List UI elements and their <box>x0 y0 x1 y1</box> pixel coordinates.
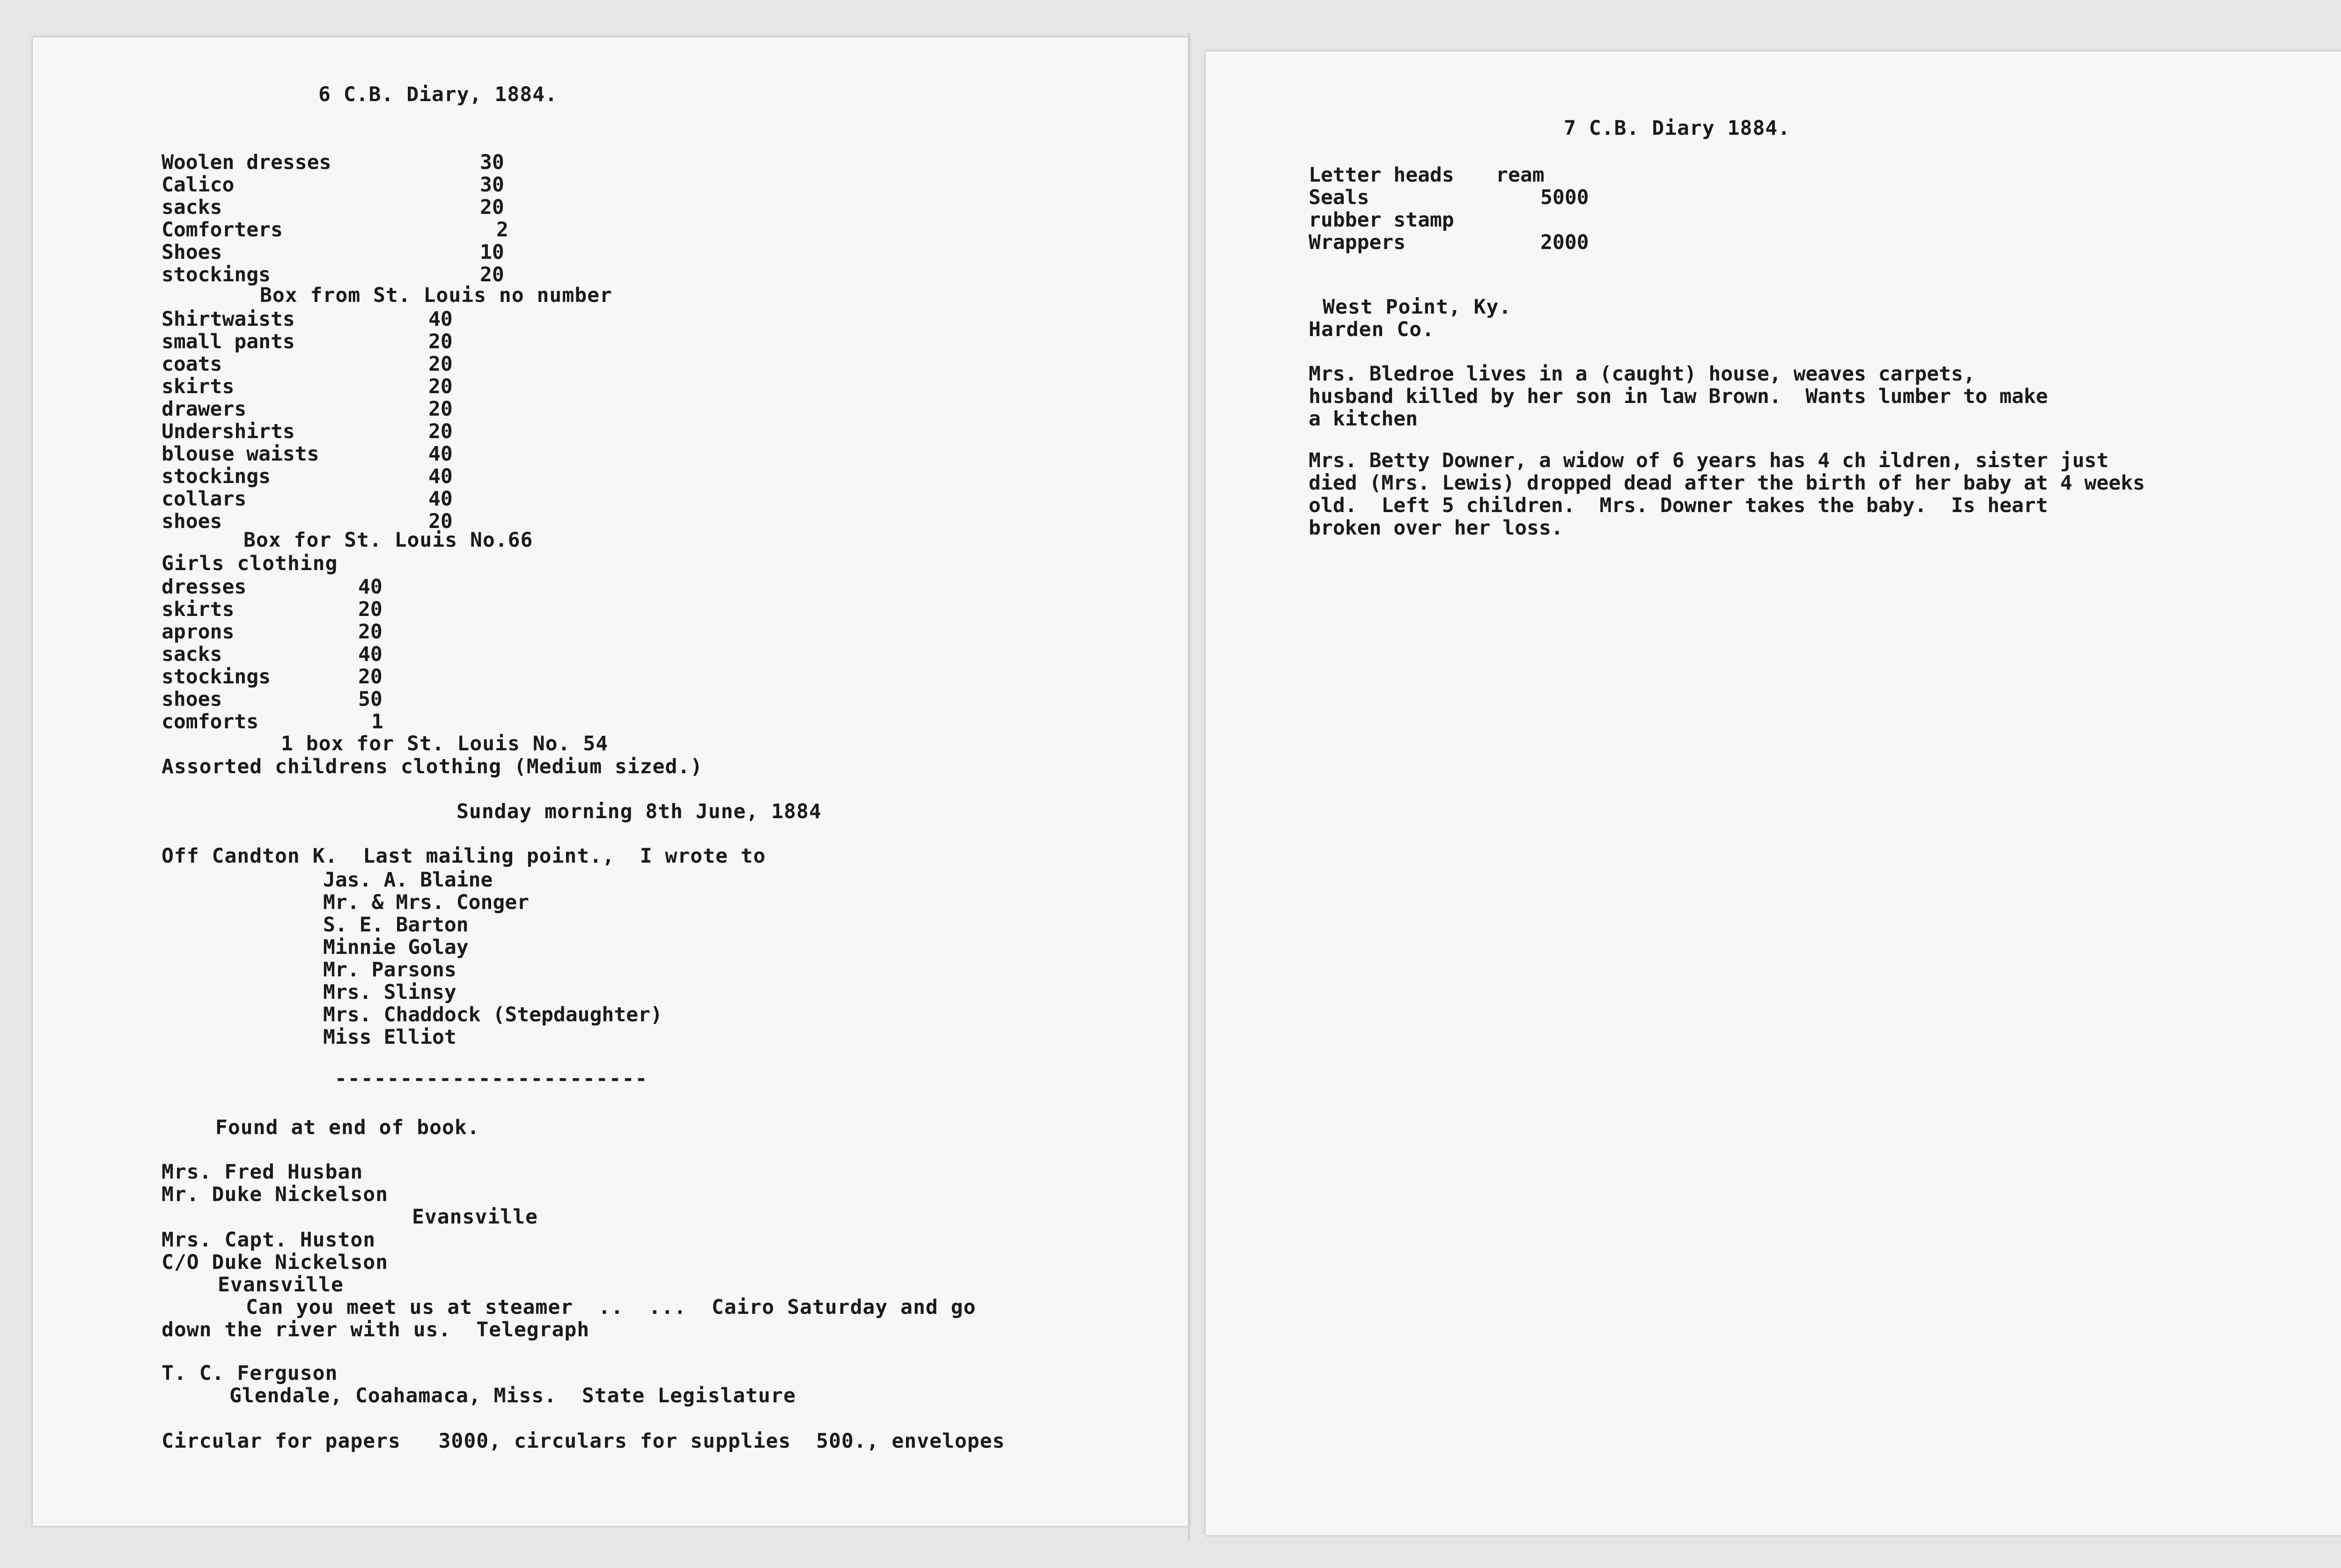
paragraph-line: Mrs. Betty Downer, a widow of 6 years has 4 ch ildren, sister just <box>1309 449 2109 472</box>
list-item: dresses <box>162 575 247 599</box>
supply-qty: 5000 <box>1540 186 1589 209</box>
quantity: 40 <box>358 643 383 666</box>
recipient: Miss Elliot <box>323 1026 456 1049</box>
paragraph-line: died (Mrs. Lewis) dropped dead after the birth of her baby at 4 weeks <box>1309 471 2145 495</box>
quantity: 1 <box>371 710 383 733</box>
right-page <box>1206 51 2341 1535</box>
list-item: drawers <box>162 397 247 421</box>
list-item: Comforters <box>162 218 283 242</box>
recipients-list <box>323 869 663 1048</box>
girls-clothing-label: Girls clothing <box>162 552 338 575</box>
block3-qty <box>358 576 383 733</box>
list-item: skirts <box>162 375 235 398</box>
recipient: Mr. Parsons <box>323 958 456 982</box>
supply-qty: ream <box>1496 163 1545 187</box>
found-at-end-line: Found at end of book. <box>215 1116 480 1139</box>
paragraph-downer <box>1309 449 2145 539</box>
list-item: shoes <box>162 510 222 533</box>
list-item: Undershirts <box>162 420 295 443</box>
block1-qty <box>480 151 508 286</box>
paragraph-line: Mrs. Bledroe lives in a (caught) house, weaves carpets, <box>1309 362 1975 386</box>
quantity: 20 <box>428 330 453 353</box>
telegram-line: Can you meet us at steamer .. ... Cairo Saturday and go <box>246 1296 976 1319</box>
block3-items <box>162 576 271 733</box>
recipient: Jas. A. Blaine <box>323 868 493 892</box>
quantity: 20 <box>428 420 453 443</box>
quantity: 40 <box>428 487 453 511</box>
page-fold-divider <box>1188 33 1190 1540</box>
supply-item: Seals <box>1309 186 1369 209</box>
recipient: Mrs. Slinsy <box>323 981 456 1004</box>
recipient: Minnie Golay <box>323 936 469 959</box>
ferguson-name: T. C. Ferguson <box>162 1362 338 1385</box>
separator-line: ------------------------ <box>335 1067 648 1091</box>
paragraph-line: broken over her loss. <box>1309 516 1563 540</box>
list-item: comforts <box>162 710 259 733</box>
recipient: S. E. Barton <box>323 913 469 937</box>
recipient: Mrs. Chaddock (Stepdaughter) <box>323 1003 663 1026</box>
quantity: 30 <box>480 173 504 197</box>
quantity: 30 <box>480 151 504 174</box>
list-item: skirts <box>162 598 235 621</box>
list-item: blouse waists <box>162 442 319 466</box>
supply-item: Wrappers <box>1309 231 1406 254</box>
address-line: C/O Duke Nickelson <box>162 1251 388 1274</box>
quantity: 20 <box>358 598 383 621</box>
place-line: West Point, Ky. <box>1323 295 1512 319</box>
address-line: Mr. Duke Nickelson <box>162 1183 388 1206</box>
address-line: Mrs. Capt. Huston <box>162 1228 376 1252</box>
box-st-louis-header: Box from St. Louis no number <box>260 284 612 307</box>
address-line: Evansville <box>412 1205 538 1229</box>
circular-line: Circular for papers 3000, circulars for supplies 500., envelopes <box>162 1429 1005 1453</box>
recipient: Mr. & Mrs. Conger <box>323 891 530 914</box>
list-item: Shoes <box>162 241 222 264</box>
mailing-point-line: Off Candton K. Last mailing point., I wrote to <box>162 844 766 868</box>
supplies-items <box>1309 164 1454 254</box>
address-line: Evansville <box>218 1273 344 1297</box>
list-item: Calico <box>162 173 235 197</box>
list-item: collars <box>162 487 247 511</box>
quantity: 20 <box>428 510 453 533</box>
quantity: 20 <box>428 397 453 421</box>
quantity: 20 <box>480 196 504 219</box>
block2-items <box>162 308 319 533</box>
quantity: 40 <box>428 465 453 488</box>
quantity: 20 <box>428 375 453 398</box>
quantity: 10 <box>480 241 504 264</box>
supply-qty <box>1540 209 1589 231</box>
quantity: 20 <box>358 665 383 689</box>
quantity: 40 <box>428 308 453 331</box>
paragraph-bledroe <box>1309 363 2048 430</box>
place-line: Harden Co. <box>1309 318 1435 341</box>
paragraph-line: old. Left 5 children. Mrs. Downer takes the baby. Is heart <box>1309 494 2048 517</box>
sunday-heading: Sunday morning 8th June, 1884 <box>456 800 822 823</box>
list-item: shoes <box>162 688 222 711</box>
list-item: sacks <box>162 196 222 219</box>
supplies-qty-first <box>1496 164 1545 186</box>
quantity: 2 <box>496 218 508 242</box>
quantity: 40 <box>428 442 453 466</box>
right-page-heading: 7 C.B. Diary 1884. <box>1564 117 1790 140</box>
box-66-header: Box for St. Louis No.66 <box>243 528 533 552</box>
quantity: 20 <box>428 352 453 376</box>
paragraph-line: husband killed by her son in law Brown. Wants lumber to make <box>1309 385 2048 408</box>
list-item: stockings <box>162 665 271 689</box>
assorted-clothing-line: Assorted childrens clothing (Medium sized.) <box>162 755 703 778</box>
supply-item: Letter heads <box>1309 163 1454 187</box>
list-item: small pants <box>162 330 295 353</box>
block1-items <box>162 151 331 286</box>
supply-qty: 2000 <box>1540 231 1589 254</box>
list-item: aprons <box>162 620 235 644</box>
address-line: Mrs. Fred Husban <box>162 1160 363 1184</box>
list-item: stockings <box>162 263 271 286</box>
telegram-line: down the river with us. Telegraph <box>162 1318 590 1341</box>
supply-item: rubber stamp <box>1309 208 1454 232</box>
left-page-heading: 6 C.B. Diary, 1884. <box>318 83 558 106</box>
list-item: stockings <box>162 465 271 488</box>
list-item: Woolen dresses <box>162 151 331 174</box>
list-item: sacks <box>162 643 222 666</box>
supplies-qty <box>1540 186 1589 254</box>
quantity: 20 <box>358 620 383 644</box>
block2-qty <box>428 308 453 533</box>
paragraph-line: a kitchen <box>1309 407 1418 431</box>
quantity: 20 <box>480 263 504 286</box>
list-item: coats <box>162 352 222 376</box>
box-54-line: 1 box for St. Louis No. 54 <box>281 732 609 755</box>
quantity: 50 <box>358 688 383 711</box>
ferguson-address: Glendale, Coahamaca, Miss. State Legislature <box>229 1384 796 1407</box>
list-item: Shirtwaists <box>162 308 295 331</box>
quantity: 40 <box>358 575 383 599</box>
